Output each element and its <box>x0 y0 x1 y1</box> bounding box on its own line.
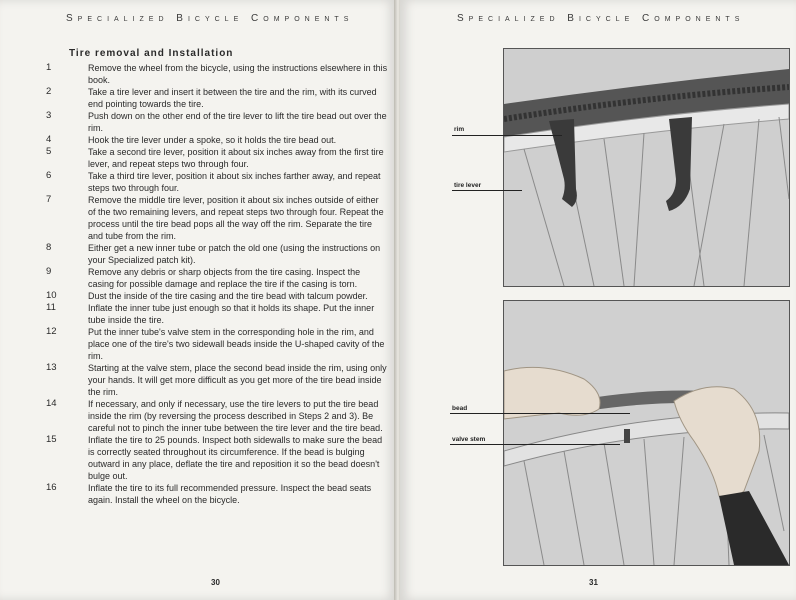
step-text: Remove the middle tire lever, position it about six inches outside of either of the two remaining levers, and repeat steps two through four. Repeat the process until the tire bead pops all the way off the rim. Separate the tire and tube from the rim. <box>88 195 384 241</box>
right-page <box>400 0 796 600</box>
step-text: Inflate the tire to its full recommended pressure. Inspect the bead seats again. Install the wheel on the bicycle. <box>88 483 372 505</box>
step-text: Take a tire lever and insert it between the tire and the rim, with its curved end pointing towards the tire. <box>88 87 377 109</box>
step-text: Either get a new inner tube or patch the old one (using the instructions on your Specialized patch kit). <box>88 243 381 265</box>
step-text: Starting at the valve stem, place the second bead inside the rim, using only your hands. It will get more difficult as you get more of the tire bead inside the rim. <box>88 363 387 397</box>
step-number: 7 <box>46 194 52 205</box>
step-number: 9 <box>46 266 52 277</box>
step-item <box>42 170 388 194</box>
step-item <box>42 434 388 482</box>
step-text: Remove any debris or sharp objects from the tire casing. Inspect the casing for possible damage and replace the tire if the casing is torn. <box>88 267 361 289</box>
step-item <box>42 146 388 170</box>
callout-bead-line <box>450 413 630 414</box>
step-number: 13 <box>46 362 57 373</box>
step-text: Take a third tire lever, position it about six inches farther away, and repeat steps two through four. <box>88 171 381 193</box>
step-item <box>42 266 388 290</box>
instruction-steps <box>42 62 388 506</box>
photo-bead-valve <box>503 300 790 566</box>
step-number: 2 <box>46 86 52 97</box>
page-number-right: 31 <box>589 578 598 587</box>
step-item <box>42 134 388 146</box>
step-item <box>42 290 388 302</box>
left-page <box>0 0 396 600</box>
step-item <box>42 302 388 326</box>
step-number: 15 <box>46 434 57 445</box>
step-item <box>42 110 388 134</box>
step-number: 5 <box>46 146 52 157</box>
step-number: 1 <box>46 62 52 73</box>
step-number: 8 <box>46 242 52 253</box>
step-number: 3 <box>46 110 52 121</box>
step-number: 12 <box>46 326 57 337</box>
section-title: Tire removal and Installation <box>69 48 234 59</box>
step-text: Remove the wheel from the bicycle, using the instructions elsewhere in this book. <box>88 63 388 85</box>
callout-valve-stem: valve stem <box>452 436 486 443</box>
page-number-left: 30 <box>211 578 220 587</box>
step-item <box>42 482 388 506</box>
step-number: 11 <box>46 302 56 313</box>
callout-tire-lever: tire lever <box>454 182 482 189</box>
callout-valve-stem-line <box>450 444 620 445</box>
step-item <box>42 326 388 362</box>
step-item <box>42 362 388 398</box>
step-text: Push down on the other end of the tire lever to lift the tire bead out over the rim. <box>88 111 387 133</box>
step-item <box>42 242 388 266</box>
step-item <box>42 86 388 110</box>
step-number: 14 <box>46 398 57 409</box>
callout-tire-lever-line <box>452 190 522 191</box>
step-number: 4 <box>46 134 52 145</box>
running-header-right: Specialized Bicycle Components <box>457 13 745 24</box>
step-text: If necessary, and only if necessary, use the tire levers to put the tire bead inside the rim (by reversing the process described in Steps 2 and 3). Be careful not to pinch the inner tube between the tire lever and the tire bead. <box>88 399 383 433</box>
step-item <box>42 62 388 86</box>
step-number: 16 <box>46 482 57 493</box>
step-text: Inflate the inner tube just enough so that it holds its shape. Put the inner tube inside the tire. <box>88 303 375 325</box>
callout-rim-line <box>452 135 562 136</box>
step-text: Hook the tire lever under a spoke, so it holds the tire bead out. <box>88 135 337 145</box>
step-text: Put the inner tube's valve stem in the corresponding hole in the rim, and place one of the tire's two sidewall beads inside the U-shaped cavity of the rim. <box>88 327 385 361</box>
step-text: Dust the inside of the tire casing and the tire bead with talcum powder. <box>88 291 368 301</box>
running-header-left: Specialized Bicycle Components <box>66 13 354 24</box>
photo-tire-levers <box>503 48 790 287</box>
step-number: 10 <box>46 290 57 301</box>
step-text: Take a second tire lever, position it about six inches away from the first tire lever, and repeat steps two through four. <box>88 147 384 169</box>
step-text: Inflate the tire to 25 pounds. Inspect both sidewalls to make sure the bead is correctly seated throughout its circumference. If the bead is bulging outward in any place, deflate the tire and reposition it so the bead doesn't bulge out. <box>88 435 383 481</box>
step-item <box>42 398 388 434</box>
step-number: 6 <box>46 170 52 181</box>
step-item <box>42 194 388 242</box>
callout-bead: bead <box>452 405 468 412</box>
callout-rim: rim <box>454 126 465 133</box>
